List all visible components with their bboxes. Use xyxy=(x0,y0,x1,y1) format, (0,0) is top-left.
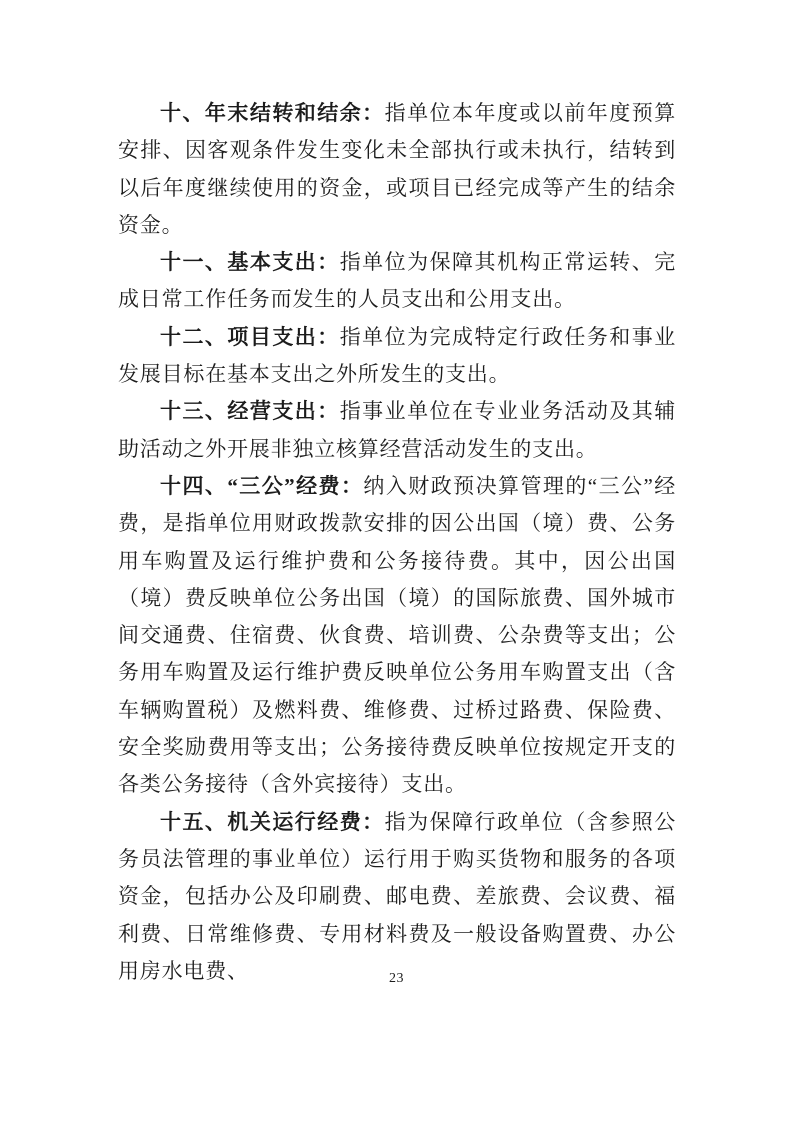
paragraph-heading: 十二、项目支出： xyxy=(160,324,340,349)
paragraph-item-10 xyxy=(118,95,676,244)
paragraph-body: 指事业单位在专业业务活动及其辅助活动之外开展非独立核算经营活动发生的支出。 xyxy=(118,399,677,461)
paragraph-heading: 十一、基本支出： xyxy=(160,250,340,275)
paragraph-heading: 十五、机关运行经费： xyxy=(160,809,385,834)
paragraph-item-13 xyxy=(118,393,676,468)
paragraph-body: 纳入财政预决算管理的“三公”经费，是指单位用财政拨款安排的因公出国（境）费、公务用车购置及运行维护费和公务接待费。其中，因公出国（境）费反映单位公务出国（境）的国际旅费、国外城市间交通费、住宿费、伙食费、培训费、公杂费等支出；公务用车购置及运行维护费反映单位公务用车购置支出（含车辆购置税）及燃料费、维修费、过桥过路费、保险费、安全奖励费用等支出；公务接待费反映单位按规定开支的各类公务接待（含外宾接待）支出。 xyxy=(118,473,677,797)
paragraph-heading: 十三、经营支出： xyxy=(160,399,340,424)
paragraph-body: 指为保障行政单位（含参照公务员法管理的事业单位）运行用于购买货物和服务的各项资金，包括办公及印刷费、邮电费、差旅费、会议费、福利费、日常维修费、专用材料费及一般设备购置费、办公用房水电费、 xyxy=(118,809,676,983)
paragraph-item-12 xyxy=(118,319,676,394)
paragraph-body: 指单位本年度或以前年度预算安排、因客观条件发生变化未全部执行或未执行，结转到以后年度继续使用的资金，或项目已经完成等产生的结余资金。 xyxy=(118,101,676,237)
document-body xyxy=(118,95,676,990)
paragraph-heading: 十、年末结转和结余： xyxy=(160,101,385,125)
paragraph-item-11 xyxy=(118,244,676,319)
paragraph-heading: 十四、“三公”经费： xyxy=(160,473,364,498)
paragraph-body: 指单位为保障其机构正常运转、完成日常工作任务而发生的人员支出和公用支出。 xyxy=(118,250,677,312)
paragraph-item-15 xyxy=(118,804,676,990)
paragraph-body: 指单位为完成特定行政任务和事业发展目标在基本支出之外所发生的支出。 xyxy=(118,324,677,387)
paragraph-item-14 xyxy=(118,468,676,804)
page-number: 23 xyxy=(389,971,404,986)
